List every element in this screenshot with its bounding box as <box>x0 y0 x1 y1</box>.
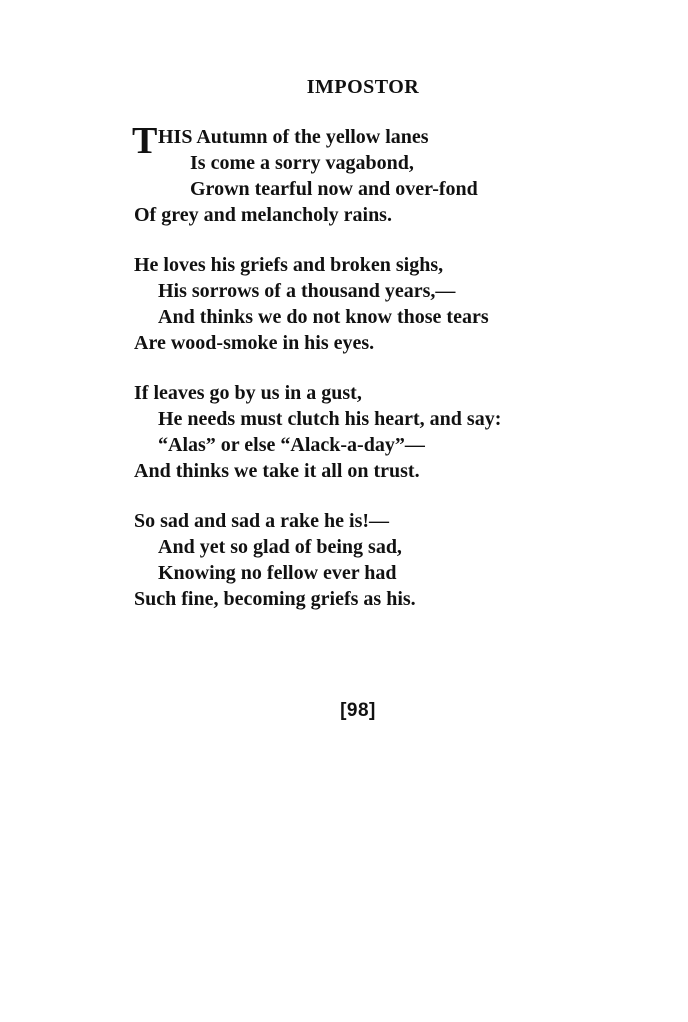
poem-line: And thinks we take it all on trust. <box>134 460 420 482</box>
poem-line: And thinks we do not know those tears <box>158 306 489 328</box>
poem-line: And yet so glad of being sad, <box>158 536 402 558</box>
poem-line: Is come a sorry vagabond, <box>190 152 414 174</box>
poem-line: Of grey and melancholy rains. <box>134 204 392 226</box>
poem-line: If leaves go by us in a gust, <box>134 382 362 404</box>
poem-line: Knowing no fellow ever had <box>158 562 397 584</box>
poem-line: So sad and sad a rake he is!— <box>134 510 390 532</box>
stanza-1 <box>132 120 674 228</box>
stanza-4 <box>134 508 674 612</box>
stanza-3 <box>134 380 674 484</box>
drop-cap: T <box>132 120 158 162</box>
poem-line: Such fine, becoming griefs as his. <box>134 588 416 610</box>
stanza-2 <box>134 252 674 356</box>
poem-line: He loves his griefs and broken sighs, <box>134 254 444 276</box>
poem-line: Are wood-smoke in his eyes. <box>134 332 375 354</box>
poem-body <box>132 120 674 636</box>
poem-line: His sorrows of a thousand years,— <box>158 280 456 302</box>
poem-line <box>132 120 674 162</box>
page-number: [98] <box>340 700 376 721</box>
poem-line: “Alas” or else “Alack-a-day”— <box>158 434 425 456</box>
poem-line: He needs must clutch his heart, and say: <box>158 408 502 430</box>
poem-line: Grown tearful now and over-fond <box>190 178 478 200</box>
poem-line-text: HIS Autumn of the yellow lanes <box>158 126 429 148</box>
poem-title: IMPOSTOR <box>306 76 420 98</box>
